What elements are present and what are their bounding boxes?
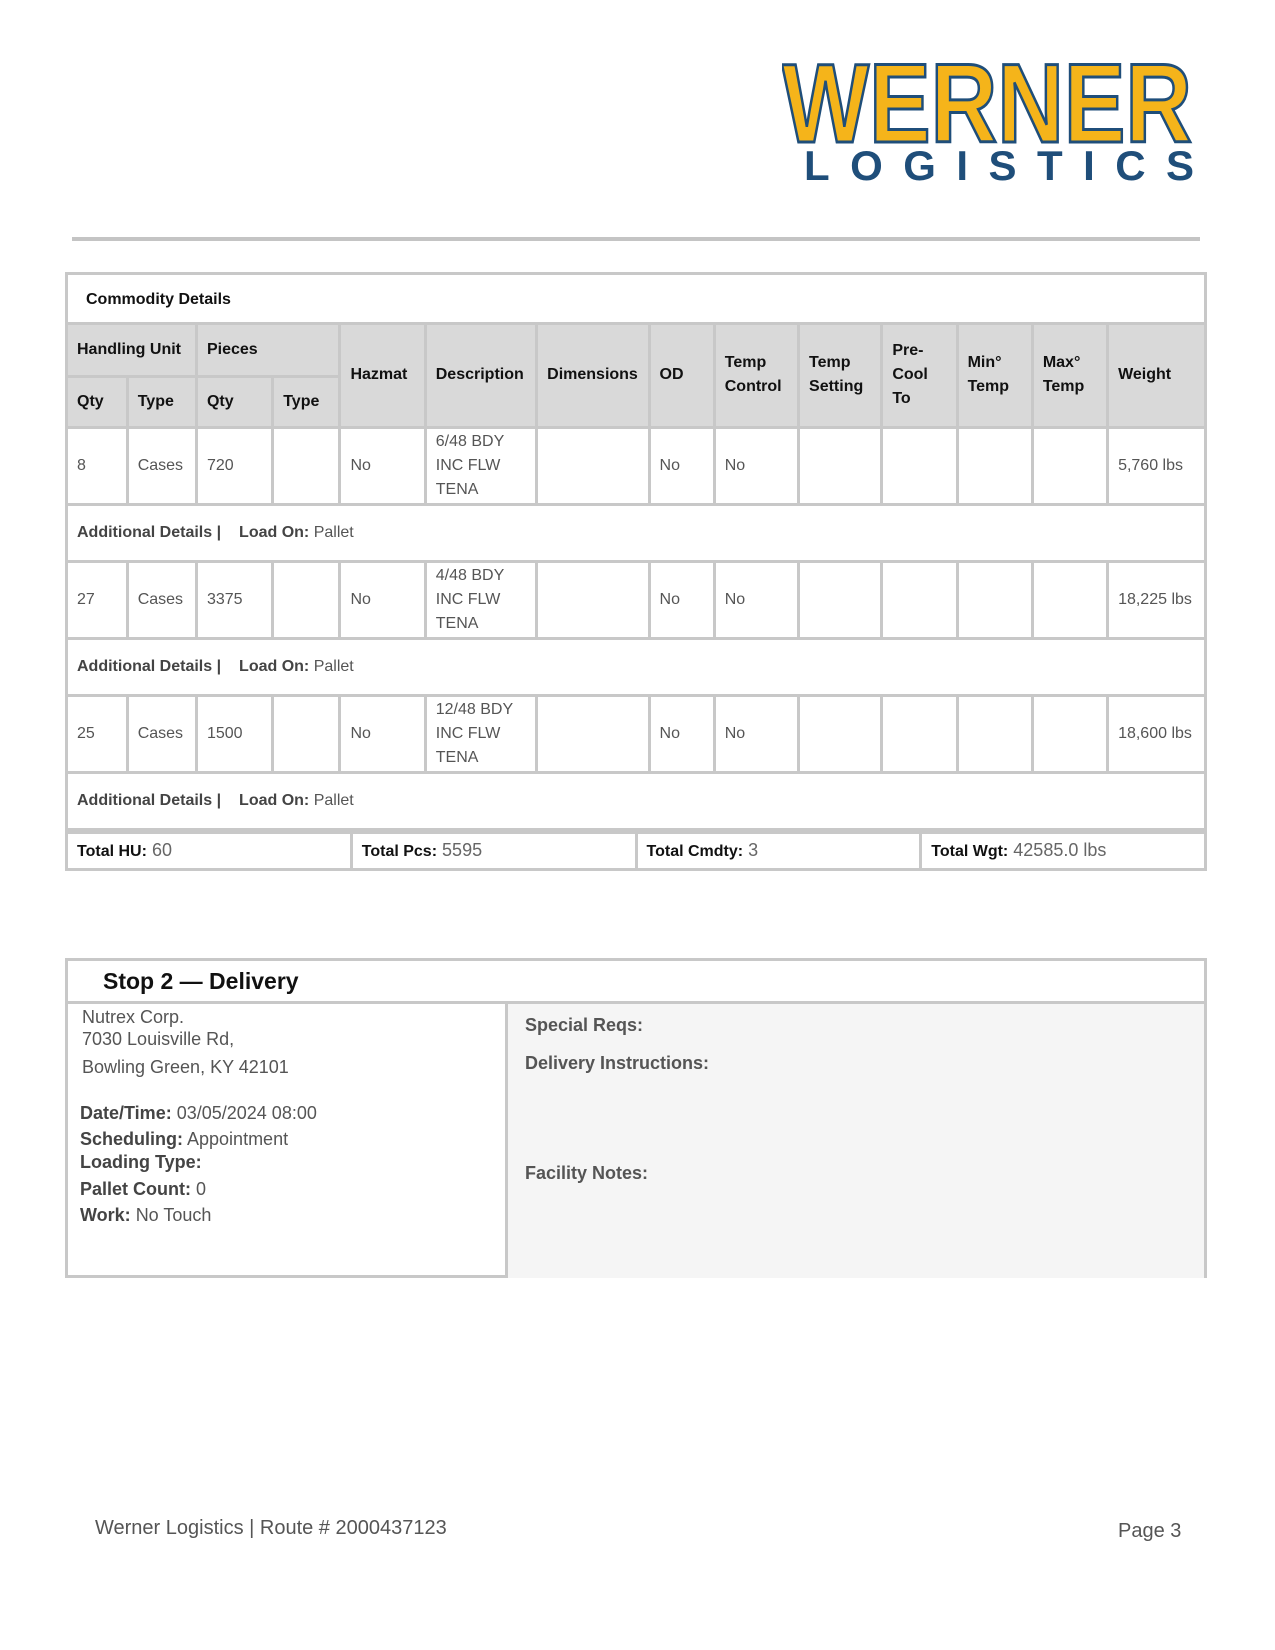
pre-cool [882,561,957,638]
header-pcs-qty: Qty [196,376,272,427]
total-hu-value: 60 [151,839,172,860]
datetime-field [80,1100,505,1126]
temp-control: No [714,427,798,504]
header-temp-setting: Temp Setting [799,325,882,427]
od: No [649,695,714,772]
total-pcs-value: 5595 [442,839,483,860]
work-field [80,1202,505,1228]
hu-type: Cases [127,561,196,638]
header-pre-cool-to: Pre-Cool To [882,325,957,427]
header-max-temp: Max° Temp [1032,325,1107,427]
weight: 18,600 lbs [1108,695,1204,772]
load-on-value: Pallet [313,523,354,541]
header-weight: Weight [1108,325,1204,427]
scheduling-value: Appointment [187,1129,289,1149]
min-temp [957,695,1032,772]
totals-row [68,831,1204,868]
work-value: No Touch [135,1205,212,1225]
pre-cool [882,427,957,504]
hu-qty: 8 [68,427,127,504]
total-cmdty-value: 3 [748,839,759,860]
total-hu-label: Total HU: [77,842,147,860]
max-temp [1032,695,1107,772]
hazmat: No [340,561,425,638]
total-cmdty [638,834,923,868]
temp-setting [799,427,882,504]
loading-type-field [80,1152,505,1172]
header-hu-qty: Qty [68,376,127,427]
dimensions [537,561,649,638]
description: 4/48 BDY INC FLW TENA [425,561,536,638]
total-wgt [922,834,1204,868]
commodity-table [68,325,1204,831]
pallet-count-field [80,1176,505,1202]
scheduling-field [80,1126,505,1152]
header-divider [72,237,1200,241]
pcs-type [273,427,340,504]
additional-details-row [68,638,1204,695]
header-pieces: Pieces [196,325,340,376]
hu-type: Cases [127,695,196,772]
logo-word: WERNER [782,41,1192,166]
header-pcs-type: Type [273,376,340,427]
table-row [68,695,1204,772]
load-on-label: Load On: [239,523,310,541]
total-wgt-value: 42585.0 lbs [1013,839,1107,860]
total-cmdty-label: Total Cmdty: [646,842,744,860]
pre-cool [882,695,957,772]
load-on-label: Load On: [239,657,310,675]
max-temp [1032,427,1107,504]
dimensions [537,695,649,772]
additional-details-label: Additional Details | [77,791,222,809]
total-hu [68,834,353,868]
hu-qty: 25 [68,695,127,772]
address-block [82,1006,505,1078]
work-label: Work: [80,1205,131,1225]
temp-setting [799,695,882,772]
company-name: Nutrex Corp. [82,1007,185,1027]
hu-qty: 27 [68,561,127,638]
pallet-count-label: Pallet Count: [80,1179,191,1199]
total-wgt-label: Total Wgt: [931,842,1009,860]
datetime-label: Date/Time: [80,1103,172,1123]
stop-notes [508,1004,1204,1278]
weight: 5,760 lbs [1108,427,1204,504]
special-reqs-label: Special Reqs: [525,1015,644,1035]
commodity-details-title: Commodity Details [68,275,1204,325]
description: 12/48 BDY INC FLW TENA [425,695,536,772]
additional-details-row [68,504,1204,561]
footer-route: Werner Logistics | Route # 2000437123 [95,1517,447,1539]
address-line-2: Bowling Green, KY 42101 [82,1057,289,1077]
commodity-details-table [65,272,1207,871]
delivery-instructions-label: Delivery Instructions: [525,1053,710,1073]
min-temp [957,427,1032,504]
address-line-1: 7030 Louisville Rd, [82,1029,235,1049]
pallet-count-value: 0 [196,1179,207,1199]
pcs-qty: 1500 [196,695,272,772]
load-on-value: Pallet [313,657,354,675]
additional-details-label: Additional Details | [77,523,222,541]
total-pcs [353,834,638,868]
temp-control: No [714,561,798,638]
stop-details [68,1004,508,1278]
total-pcs-label: Total Pcs: [361,842,438,860]
pcs-type [273,695,340,772]
header-handling-unit: Handling Unit [68,325,196,376]
werner-logistics-logo [782,40,1200,190]
temp-setting [799,561,882,638]
loading-type-label: Loading Type: [80,1152,202,1172]
table-row [68,427,1204,504]
od: No [649,427,714,504]
stop-section [65,958,1207,1278]
datetime-value: 03/05/2024 08:00 [176,1103,317,1123]
load-on-value: Pallet [313,791,354,809]
table-row [68,561,1204,638]
od: No [649,561,714,638]
header-description: Description [425,325,536,427]
header-min-temp: Min° Temp [957,325,1032,427]
header-hazmat: Hazmat [340,325,425,427]
header-od: OD [649,325,714,427]
page-number: Page 3 [1118,1520,1182,1542]
facility-notes-label: Facility Notes: [525,1163,649,1183]
hu-type: Cases [127,427,196,504]
scheduling-label: Scheduling: [80,1129,183,1149]
dimensions [537,427,649,504]
hazmat: No [340,695,425,772]
min-temp [957,561,1032,638]
header-hu-type: Type [127,376,196,427]
load-on-label: Load On: [239,791,310,809]
stop-title: Stop 2 — Delivery [68,961,1204,1004]
header-temp-control: Temp Control [714,325,798,427]
hazmat: No [340,427,425,504]
temp-control: No [714,695,798,772]
pcs-qty: 720 [196,427,272,504]
pcs-qty: 3375 [196,561,272,638]
header-dimensions: Dimensions [537,325,649,427]
weight: 18,225 lbs [1108,561,1204,638]
description: 6/48 BDY INC FLW TENA [425,427,536,504]
additional-details-label: Additional Details | [77,657,222,675]
pcs-type [273,561,340,638]
max-temp [1032,561,1107,638]
additional-details-row [68,772,1204,829]
logo-sub: LOGISTICS [804,142,1194,189]
